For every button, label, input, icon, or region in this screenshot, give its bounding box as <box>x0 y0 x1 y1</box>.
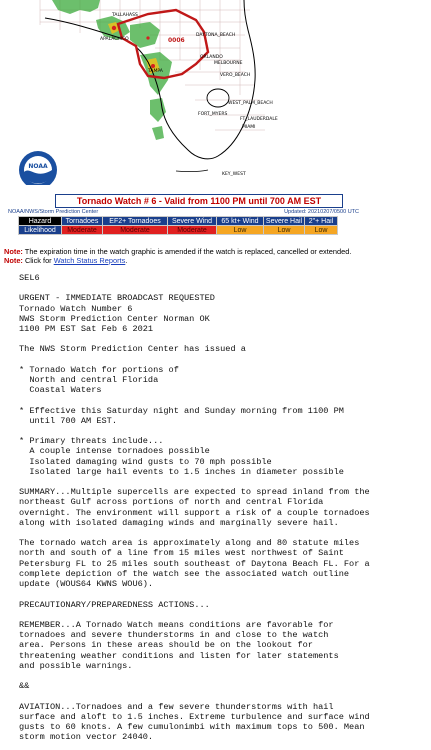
note-expiration-text: The expiration time in the watch graphic is amended if the watch is replaced, cancelled or extended. <box>22 247 352 256</box>
place-label-fort-myers: FORT_MYERS <box>198 112 228 117</box>
likelihood-tornadoes: Moderate <box>62 226 103 235</box>
likelihood-65kt-wind: Low <box>217 226 264 235</box>
notes <box>4 247 351 265</box>
place-label-west-palm: WEST_PALM_BEACH <box>228 101 273 106</box>
watch-bulletin-text: SEL6 URGENT - IMMEDIATE BROADCAST REQUESTED Tornado Watch Number 6 NWS Storm Prediction Center Norman OK 1100 PM EST Sat Feb 6 2021 The NWS Storm Prediction Center has issued a * Tornado Watch for portions of North and central Florida Coastal Waters * Effective this Saturday night and Sunday morning from 1100 PM until 700 AM EST. * Primary threats include... A couple intense tornadoes possible Isolated damaging wind gusts to 70 mph possible Isolated large hail events to 1.5 inches in diameter possible SUMMARY...Multiple supercells are expected to spread inland from the northeast Gulf across portions of north and central Florida overnight. The environment will support a risk of a couple tornadoes along with isolated damaging winds and marginally severe hail. The tornado watch area is approximately along and 80 statute miles north and south of a line from 15 miles west northwest of Saint Petersburg FL to 25 miles south southeast of Daytona Beach FL. For a complete depiction of the watch see the associated watch outline update (WOUS64 KWNS WOU6). PRECAUTIONARY/PREPAREDNESS ACTIONS... REMEMBER...A Tornado Watch means conditions are favorable for tornadoes and severe thunderstorms in and close to the watch area. Persons in these areas should be on the lookout for threatening weather conditions and listen for later statements and possible warnings. && AVIATION...Tornadoes and a few severe thunderstorms with hail surface and aloft to 1.5 inches. Extreme turbulence and surface wind gusts to 60 knots. A few cumulonimbi with maximum tops to 500. Mean storm motion vector 24040. <box>19 273 370 743</box>
noaa-logo <box>19 151 57 185</box>
likelihood-severe-wind: Moderate <box>168 226 217 235</box>
hazard-header-65kt-wind: 65 kt+ Wind <box>217 217 264 226</box>
hazard-header-label: Hazard <box>19 217 62 226</box>
svg-text:NOAA: NOAA <box>28 163 48 170</box>
place-label-apalachicola: APALACHICO <box>100 37 129 42</box>
place-label-tallahassee: TALLAHASS <box>112 13 138 18</box>
hazard-likelihood-row <box>19 226 338 235</box>
updated-time: Updated: 20210207/0500 UTC <box>284 209 359 215</box>
lake <box>207 89 229 107</box>
keys <box>176 170 208 172</box>
hazard-header-severe-hail: Severe Hail <box>264 217 305 226</box>
note-status-post: . <box>125 256 128 265</box>
note-status <box>4 256 351 265</box>
hazard-table <box>18 216 338 235</box>
spc-credit: NOAA/NWS/Storm Prediction Center <box>8 209 99 215</box>
place-label-orlando: ORLANDO <box>200 55 223 60</box>
likelihood-ef2: Moderate <box>103 226 168 235</box>
place-label-daytona: DAYTONA_BEACH <box>196 33 236 38</box>
watch-number-label: 0006 <box>168 37 185 44</box>
place-label-miami: MIAMI <box>242 125 256 130</box>
likelihood-2in-hail: Low <box>305 226 338 235</box>
watch-map <box>0 0 431 185</box>
note-status-pre: Click for <box>22 256 54 265</box>
note-label: Note: <box>4 247 23 256</box>
note-label-2: Note: <box>4 256 23 265</box>
hazard-header-row <box>19 217 338 226</box>
likelihood-severe-hail: Low <box>264 226 305 235</box>
place-label-melbourne: MELBOURNE <box>214 61 243 66</box>
watch-title: Tornado Watch # 6 - Valid from 1100 PM until 700 AM EST <box>55 194 343 208</box>
place-label-vero-beach: VERO_BEACH <box>220 73 251 78</box>
watch-status-reports-link[interactable]: Watch Status Reports <box>53 256 126 265</box>
place-label-ft-lauderdale: FT_LAUDERDALE <box>240 117 278 122</box>
note-expiration <box>4 247 351 256</box>
hazard-header-severe-wind: Severe Wind <box>168 217 217 226</box>
hazard-header-2in-hail: 2"+ Hail <box>305 217 338 226</box>
hazard-header-tornadoes: Tornadoes <box>62 217 103 226</box>
hazard-header-ef2: EF2+ Tornadoes <box>103 217 168 226</box>
likelihood-label: Likelihood <box>19 226 62 235</box>
place-label-key-west: KEY_WEST <box>222 172 246 177</box>
place-label-tampa: TAMPA <box>148 69 163 74</box>
